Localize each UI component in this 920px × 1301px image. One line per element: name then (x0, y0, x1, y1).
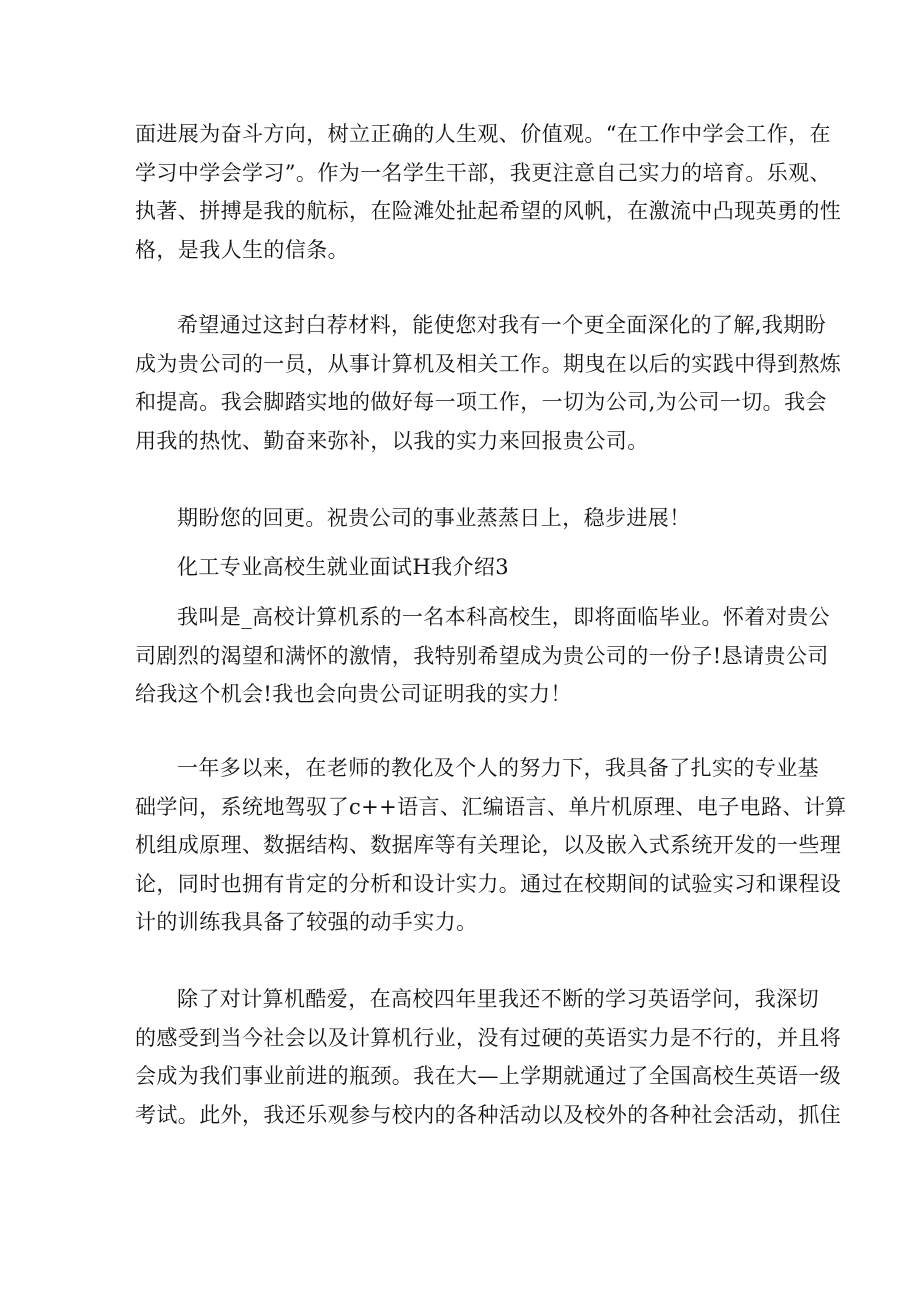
text-line: 面进展为奋斗方向，树立正确的人生观、价值观。“在工作中学会工作，在 (135, 122, 831, 146)
heading-line: 化工专业高校生就业面试H我介绍3 (177, 555, 510, 579)
text-line: 论，同时也拥有肯定的分析和设计实力。通过在校期间的试验实习和课程设 (135, 871, 842, 896)
text-line: 的感受到当今社会以及计算机行业，没有过硬的英语实力是不行的，并且将 (135, 1025, 842, 1050)
paragraph-1 (135, 115, 842, 269)
text-line: 础学问，系统地驾驭了c++语言、汇编语言、单片机原理、电子电路、计算 (135, 794, 847, 819)
text-line: 希望通过这封白荐材料，能使您对我有一个更全面深化的了解,我期盼 (177, 313, 827, 337)
text-line: 机组成原理、数据结构、数据库等有关理论，以及嵌入式系统开发的一些理 (135, 833, 842, 857)
text-line: 一年多以来，在老师的教化及个人的努力下，我具备了扎实的专业基 (177, 756, 819, 780)
text-line: 计的训练我具备了较强的动手实力。 (135, 910, 478, 934)
text-line: 除了对计算机酷爱，在高校四年里我还不断的学习英语学问，我深切 (177, 987, 819, 1011)
text-line: 给我这个机会!我也会向贵公司证明我的实力！ (135, 682, 572, 706)
paragraph-5 (135, 749, 847, 942)
text-line: 用我的热忱、勤奋来弥补，以我的实力来回报贵公司。 (135, 428, 649, 453)
text-line: 学习中学会学习”。作为一名学生干部，我更注意自己实力的培育。乐观、 (135, 160, 831, 185)
text-line: 考试。此外，我还乐观参与校内的各种活动以及校外的各种社会活动，抓住 (135, 1102, 842, 1127)
paragraph-2 (135, 306, 842, 460)
text-line: 期盼您的回更。祝贵公司的事业蒸蒸日上，稳步进展！ (177, 506, 691, 530)
paragraph-6 (135, 980, 842, 1134)
text-line: 成为贵公司的一员，从事计算机及相关工作。期曳在以后的实践中得到熬炼 (135, 351, 842, 376)
text-line: 执著、拼搏是我的航标，在险滩处扯起希望的风帆，在激流中凸现英勇的性 (135, 199, 842, 223)
text-line: 司剧烈的渴望和满怀的激情，我特别希望成为贵公司的一份子!恳请贵公司 (135, 643, 829, 668)
text-line: 和提高。我会脚踏实地的做好每一项工作，一切为公司,为公司一切。我会 (135, 390, 827, 414)
text-line: 我叫是_高校计算机系的一名本科高校生，即将面临毕业。怀着对贵公 (177, 605, 830, 629)
text-line: 会成为我们事业前进的瓶颈。我在大—上学期就通过了全国高校生英语一级 (135, 1064, 842, 1088)
paragraph-4 (135, 598, 830, 714)
text-line: 格，是我人生的信条。 (135, 237, 349, 262)
section-heading (135, 548, 795, 587)
paragraph-3 (135, 499, 795, 538)
